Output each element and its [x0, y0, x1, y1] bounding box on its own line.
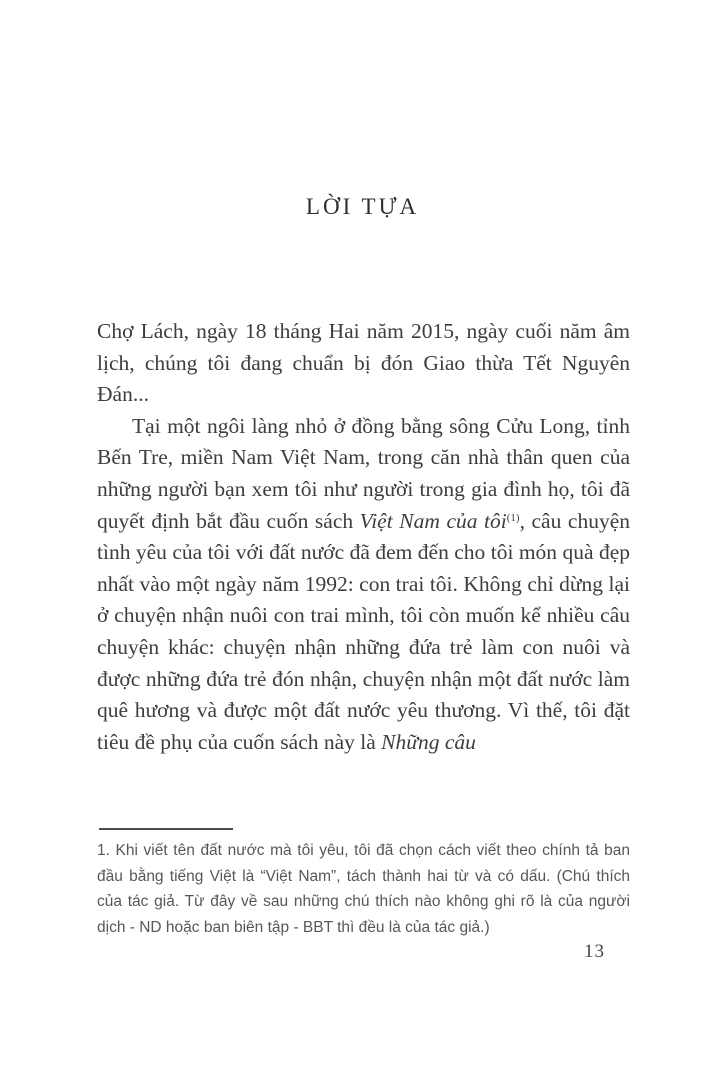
- footnote-text: 1. Khi viết tên đất nước mà tôi yêu, tôi đã chọn cách viết theo chính tả ban đầu bằng tiếng Việt là “Việt Nam”, tách thành hai từ và có dấu. (Chú thích của tác giả. Từ đây về sau những chú thích nào không ghi rõ là của người dịch - ND hoặc ban biên tập - BBT thì đều là của tác giả.): [97, 842, 630, 936]
- footnote: [97, 828, 630, 940]
- paragraph: Tại một ngôi làng nhỏ ở đồng bằng sông Cửu Long, tỉnh Bến Tre, miền Nam Việt Nam, trong căn nhà thân quen của những người bạn xem tôi như người trong gia đình họ, tôi đã quyết định bắt đầu cuốn sách Việt Nam của tôi$^{(1)}$, câu chuyện tình yêu của tôi với đất nước đã đem đến cho tôi món quà đẹp nhất vào một ngày năm 1992: con trai tôi. Không chỉ dừng lại ở chuyện nhận nuôi con trai mình, tôi còn muốn kể nhiều câu chuyện khác: chuyện nhận những đứa trẻ làm con nuôi và được những đứa trẻ đón nhận, chuyện nhận một đất nước làm quê hương và được một đất nước yêu thương. Vì thế, tôi đặt tiêu đề phụ của cuốn sách này là Những câu: [97, 413, 630, 754]
- footnote-divider: [99, 828, 233, 830]
- page-title: LỜI TỰA: [305, 194, 420, 219]
- page-number: 13: [584, 941, 605, 962]
- body-text: [97, 316, 630, 758]
- paragraph: Chợ Lách, ngày 18 tháng Hai năm 2015, ngày cuối năm âm lịch, chúng tôi đang chuẩn bị đón Giao thừa Tết Nguyên Đán...: [97, 319, 630, 407]
